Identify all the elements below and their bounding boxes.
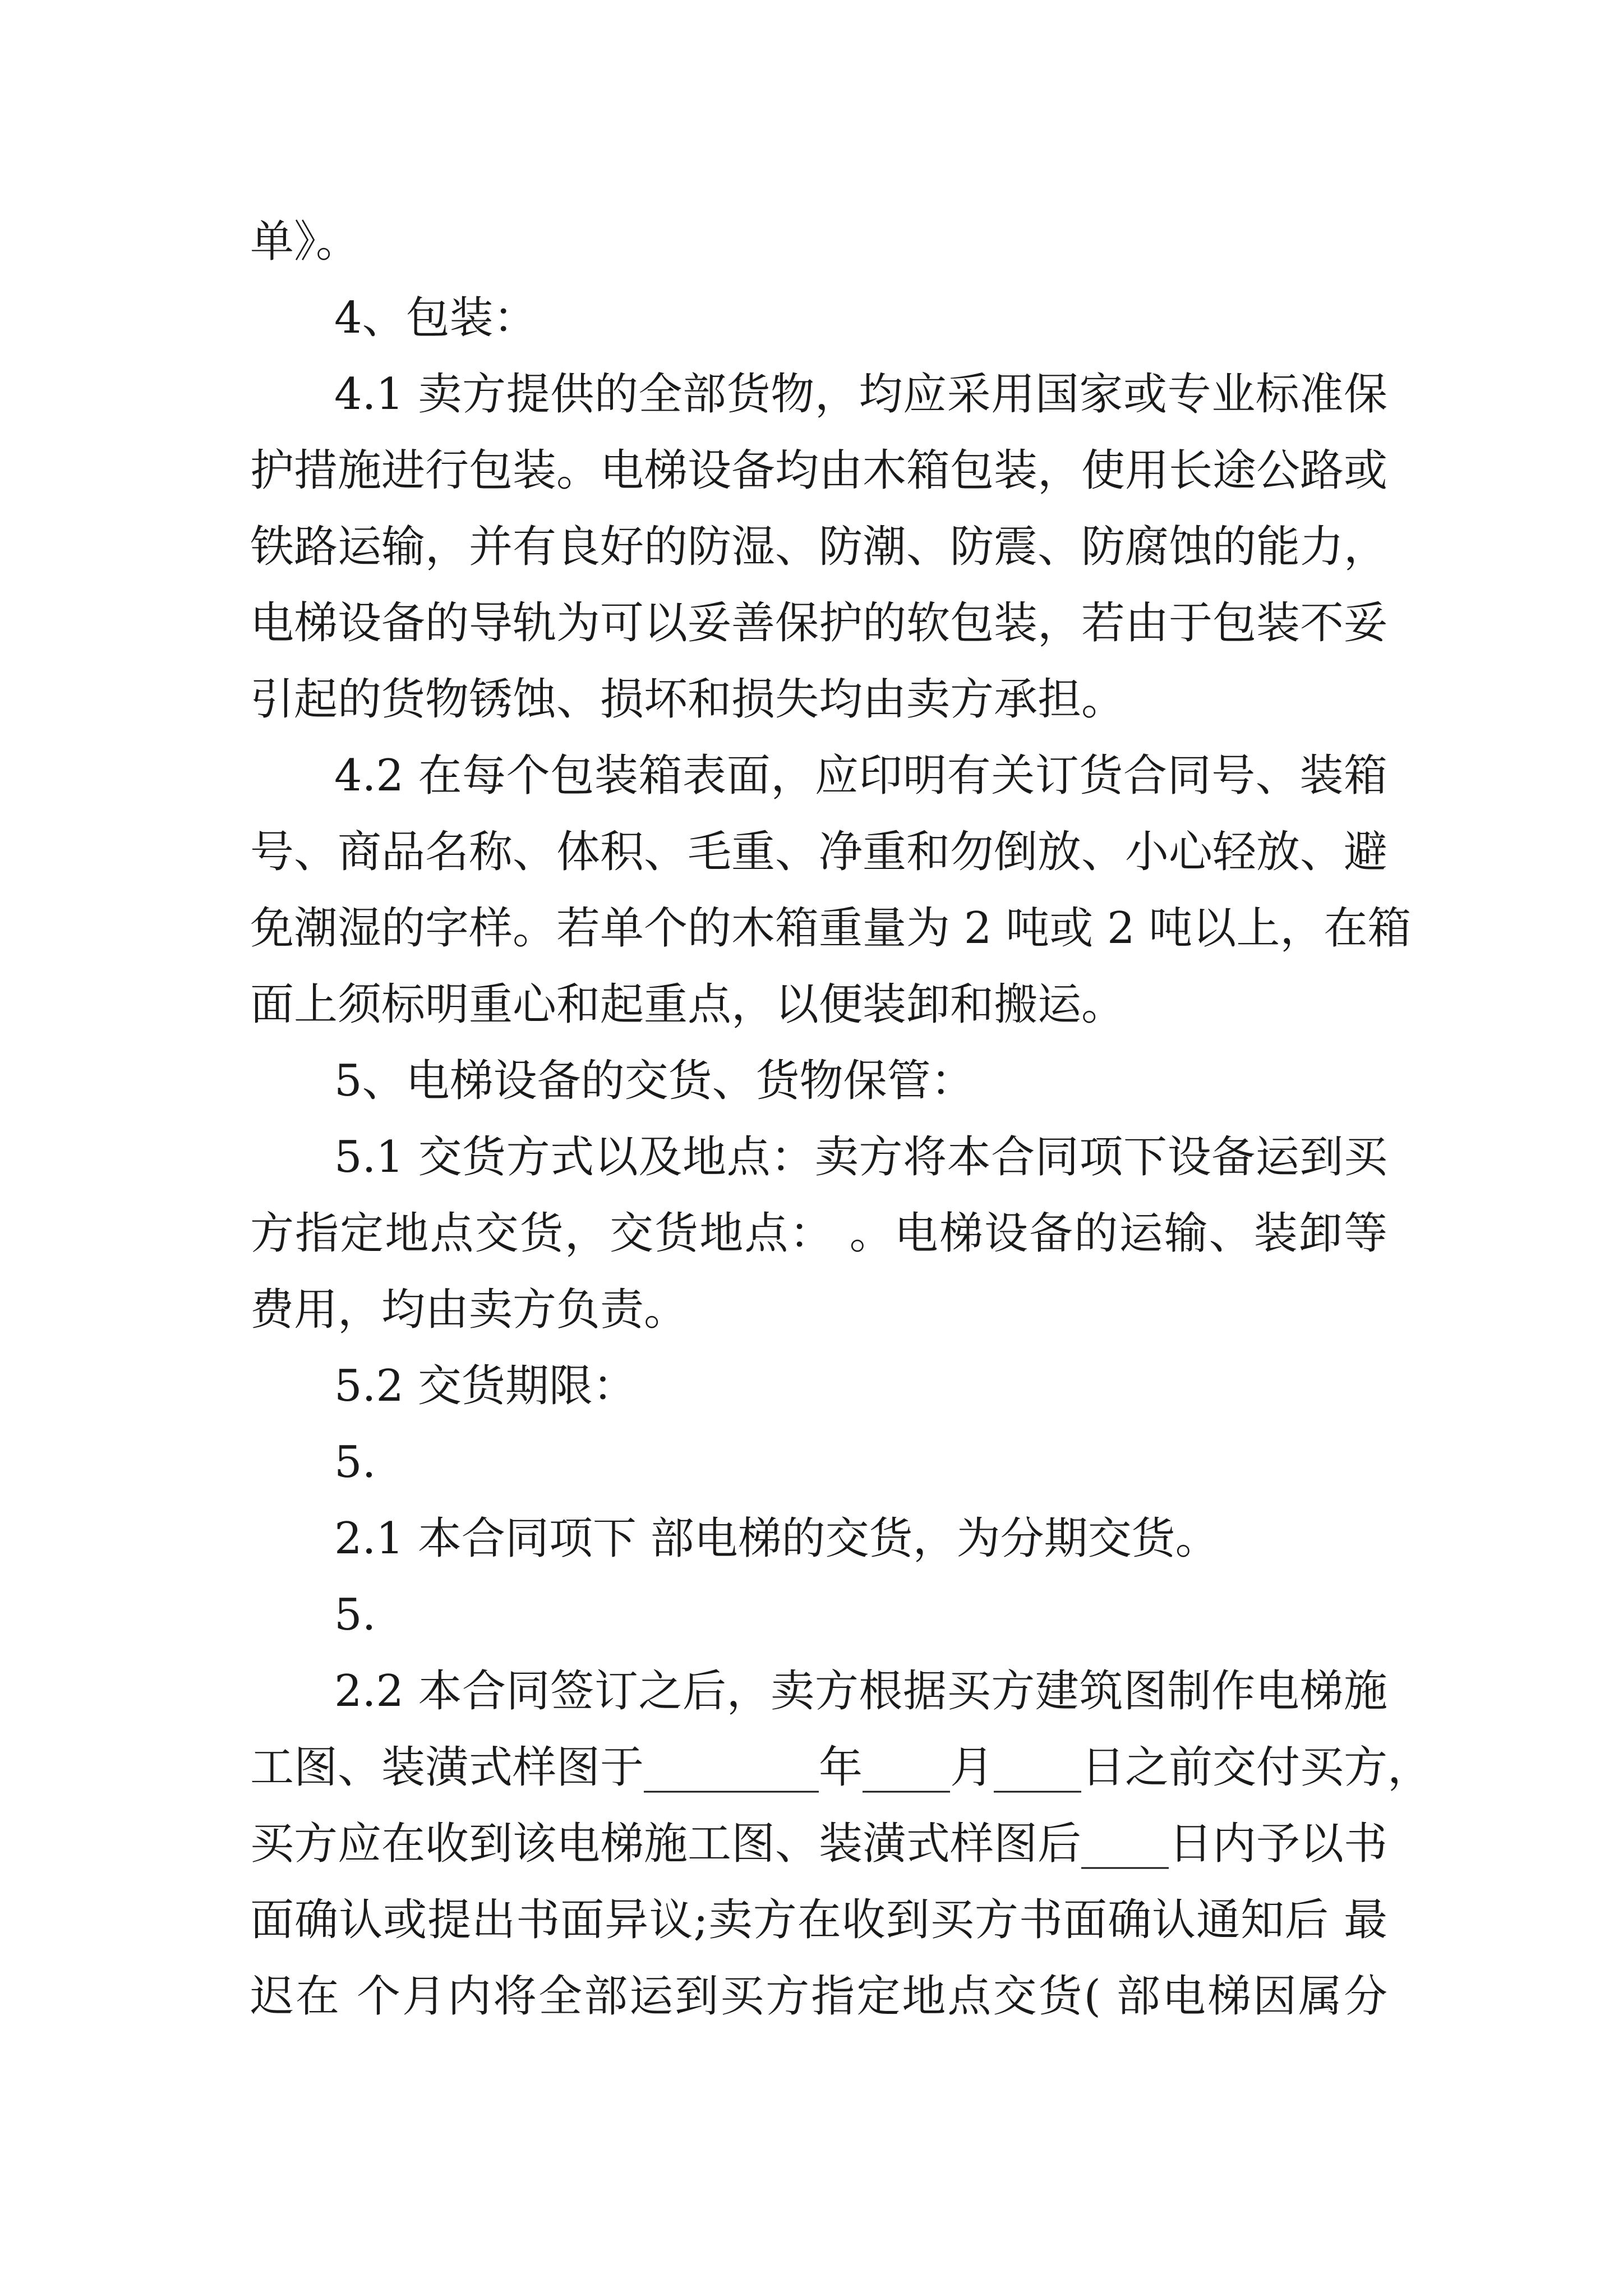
text-line: 5. xyxy=(334,1437,376,1488)
text-line: 5.1 交货方式以及地点：卖方将本合同项下设备运到买 xyxy=(334,1132,1387,1182)
text-line: 4.2 在每个包装箱表面，应印明有关订货合同号、装箱 xyxy=(334,751,1387,801)
text-line: 工图、装潢式样图于________年____月____日之前交付买方， xyxy=(250,1742,1432,1793)
text-line: 免潮湿的字样。若单个的木箱重量为 2 吨或 2 吨以上，在箱 xyxy=(250,903,1412,954)
text-line: 5.2 交货期限： xyxy=(334,1361,637,1411)
text-line: 5. xyxy=(334,1590,376,1640)
text-line: 2.2 本合同签订之后，卖方根据买方建筑图制作电梯施 xyxy=(334,1666,1387,1717)
text-line: 买方应在收到该电梯施工图、装潢式样图后____日内予以书 xyxy=(250,1819,1388,1869)
text-line: 迟在 个月内将全部运到买方指定地点交货( 部电梯因属分 xyxy=(250,1971,1387,2022)
text-line: 4.1 卖方提供的全部货物，均应采用国家或专业标准保 xyxy=(334,369,1387,420)
section-heading: 5、电梯设备的交货、货物保管： xyxy=(334,1056,975,1106)
text-line: 铁路运输，并有良好的防湿、防潮、防震、防腐蚀的能力， xyxy=(250,522,1388,572)
section-heading: 4、包装： xyxy=(334,293,537,343)
text-line: 电梯设备的导轨为可以妥善保护的软包装，若由于包装不妥 xyxy=(250,598,1388,648)
text-line: 面确认或提出书面异议;卖方在收到买方书面确认通知后 最 xyxy=(250,1895,1387,1945)
text-line: 费用，均由卖方负责。 xyxy=(250,1285,688,1335)
text-line: 2.1 本合同项下 部电梯的交货，为分期交货。 xyxy=(334,1513,1219,1564)
text-line: 引起的货物锈蚀、损坏和损失均由卖方承担。 xyxy=(250,674,1126,725)
text-line: 护措施进行包装。电梯设备均由木箱包装，使用长途公路或 xyxy=(250,445,1388,496)
text-line: 号、商品名称、体积、毛重、净重和勿倒放、小心轻放、避 xyxy=(250,827,1388,877)
text-line: 单》。 xyxy=(250,217,360,267)
text-line: 方指定地点交货，交货地点： 。电梯设备的运输、装卸等 xyxy=(250,1208,1387,1259)
text-line: 面上须标明重心和起重点，以便装卸和搬运。 xyxy=(250,979,1126,1030)
